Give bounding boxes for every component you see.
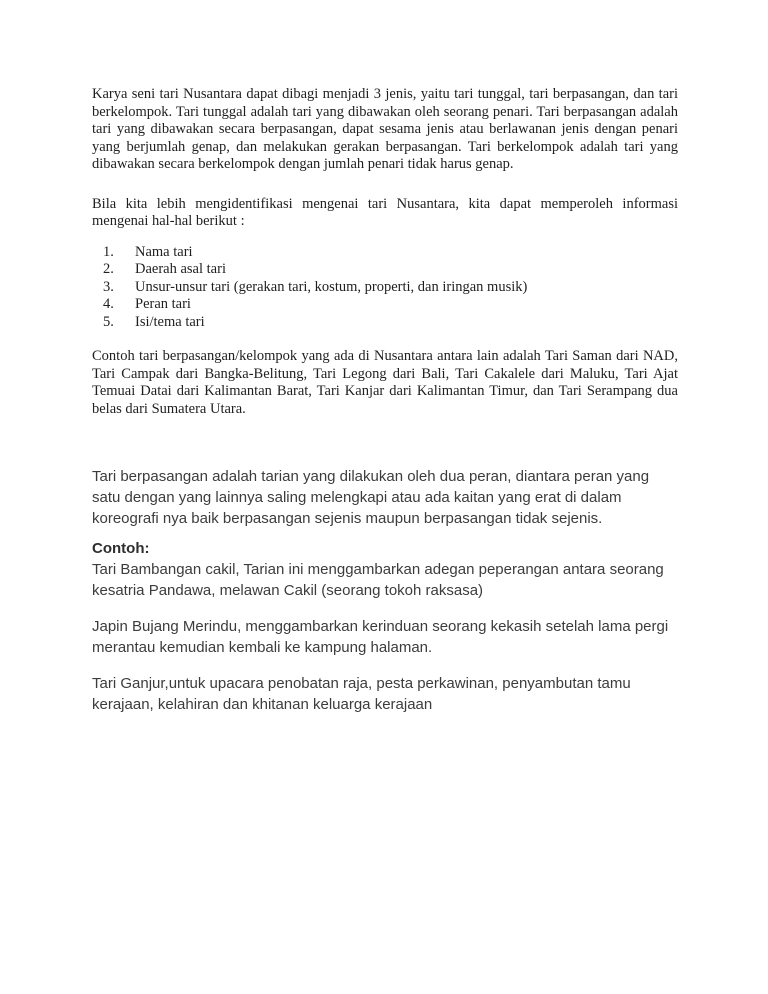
list-item <box>92 296 678 314</box>
list-item-number: 1. <box>103 243 114 260</box>
list-item <box>92 314 678 332</box>
list-item <box>92 279 678 297</box>
list-item-number: 4. <box>103 296 114 312</box>
pair-dance-paragraph: Tari berpasangan adalah tarian yang dilakukan oleh dua peran, diantara peran yang satu dengan yang lainnya saling melengkapi atau ada kaitan yang erat di dalam koreografi nya baik berpasangan sejenis maupun berpasangan tidak sejenis. <box>92 468 650 527</box>
list-item-number: 3. <box>103 278 114 295</box>
list-item-label: Nama tari <box>135 243 193 260</box>
japin-bujang-merindu-paragraph: Japin Bujang Merindu, menggambarkan kerinduan seorang kekasih setelah lama pergi merantau kemudian kembali ke kampung halaman. <box>92 618 669 656</box>
list-item-label: Peran tari <box>135 296 191 312</box>
list-item-label: Isi/tema tari <box>135 313 205 330</box>
list-item <box>92 261 678 279</box>
list-item-number: 2. <box>103 261 114 277</box>
contoh-heading: Contoh: <box>92 540 150 557</box>
identify-paragraph: Bila kita lebih mengidentifikasi mengenai tari Nusantara, kita dapat memperoleh informasi mengenai hal-hal berikut : <box>92 195 678 229</box>
list-item-number: 5. <box>103 313 114 330</box>
bambangan-cakil-paragraph: Tari Bambangan cakil, Tarian ini menggambarkan adegan peperangan antara seorang kesatria Pandawa, melawan Cakil (seorang tokoh raksasa) <box>92 561 664 599</box>
intro-paragraph: Karya seni tari Nusantara dapat dibagi menjadi 3 jenis, yaitu tari tunggal, tari berpasangan, dan tari berkelompok. Tari tunggal adalah tari yang dibawakan oleh seorang penari. Tari berpasangan adalah tari yang dibawakan secara berpasangan, dapat sesama jenis atau berlawanan jenis dengan penari yang berjumlah genap, dan melakukan gerakan berpasangan. Tari berkelompok adalah tari yang dibawakan secara berkelompok dengan jumlah penari tidak harus genap. <box>92 86 678 172</box>
tari-ganjur-paragraph: Tari Ganjur,untuk upacara penobatan raja, pesta perkawinan, penyambutan tamu kerajaan, kelahiran dan khitanan keluarga kerajaan <box>92 675 631 713</box>
dance-info-list <box>92 244 678 332</box>
list-item-label: Daerah asal tari <box>135 261 226 277</box>
examples-paragraph: Contoh tari berpasangan/kelompok yang ada di Nusantara antara lain adalah Tari Saman dari NAD, Tari Campak dari Bangka-Belitung, Tari Legong dari Bali, Tari Cakalele dari Maluku, Tari Ajat Temuai Datai dari Kalimantan Barat, Tari Kanjar dari Kalimantan Timur, dan Tari Serampang dua belas dari Sumatera Utara. <box>92 348 678 417</box>
list-item-label: Unsur-unsur tari (gerakan tari, kostum, properti, dan iringan musik) <box>135 278 528 295</box>
list-item <box>92 244 678 262</box>
